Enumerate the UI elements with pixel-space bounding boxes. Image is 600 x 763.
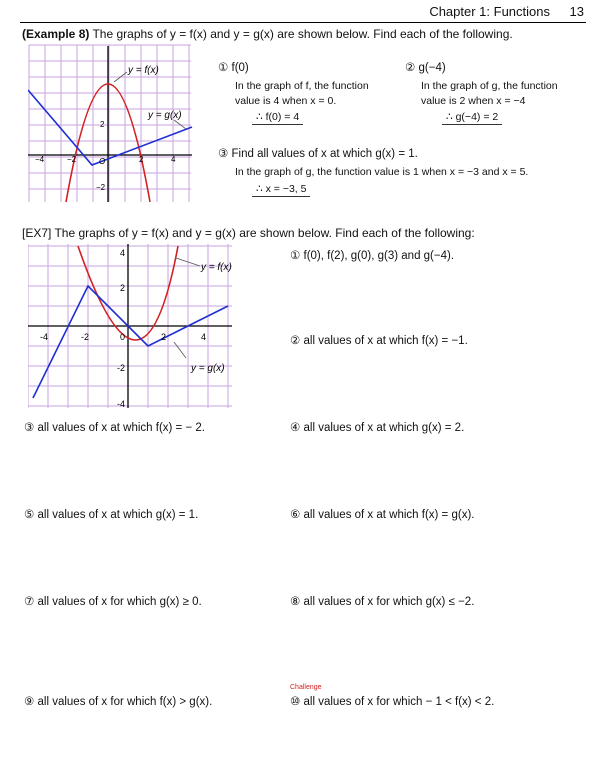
example8-q2-line1: In the graph of g, the function: [421, 80, 558, 92]
ex7-g-curve: [33, 286, 228, 398]
ex7-tick-x-neg2: -2: [81, 332, 90, 342]
example8-tick-x-neg4: −4: [35, 155, 45, 164]
ex7-q9: ⑨ all values of x for which f(x) > g(x).: [24, 696, 213, 708]
ex7-q8: ⑧ all values of x for which g(x) ≤ −2.: [290, 596, 475, 608]
example8-q1-line1: In the graph of f, the function: [235, 80, 369, 92]
example8-f-label: y = f(x): [128, 65, 159, 76]
ex7-tick-y-2: 2: [120, 283, 126, 293]
ex7-f-label: y = f(x): [201, 262, 232, 273]
example8-q1-label: ① f(0): [218, 62, 249, 74]
example8-tick-y-2: 2: [100, 120, 105, 129]
ex7-g-label: y = g(x): [191, 363, 225, 374]
page-number: 13: [569, 4, 584, 19]
example8-origin: O: [99, 157, 106, 166]
example8-tick-x-2: 2: [139, 155, 144, 164]
ex7-tick-x-2: 2: [161, 332, 167, 342]
example8-q1-line2: value is 4 when x = 0.: [235, 95, 337, 107]
ex7-g-leader: [174, 342, 186, 358]
example8-q1-answer: ∴ f(0) = 4: [252, 111, 303, 125]
ex7-title: [EX7] The graphs of y = f(x) and y = g(x) are shown below. Find each of the following:: [22, 226, 475, 240]
ex7-q10: ⑩ all values of x for which − 1 < f(x) < 2.: [290, 696, 495, 708]
ex7-tick-y-neg4: -4: [117, 399, 126, 409]
chapter-title: Chapter 1: Functions: [429, 4, 550, 19]
example8-tick-x-4: 4: [171, 155, 176, 164]
ex7-q2: ② all values of x at which f(x) = −1.: [290, 335, 468, 347]
example8-g-curve: [28, 90, 192, 165]
ex7-q1: ① f(0), f(2), g(0), g(3) and g(−4).: [290, 250, 455, 262]
example8-q3-line1: In the graph of g, the function value is 1 when x = −3 and x = 5.: [235, 166, 529, 178]
ex7-q5: ⑤ all values of x at which g(x) = 1.: [24, 509, 199, 521]
ex7-tick-y-4: 4: [120, 248, 126, 258]
example8-title: [22, 27, 513, 41]
ex7-q7: ⑦ all values of x for which g(x) ≥ 0.: [24, 596, 202, 608]
example8-g-label: y = g(x): [148, 110, 182, 121]
example8-grid: [29, 45, 191, 202]
ex7-q4: ④ all values of x at which g(x) = 2.: [290, 422, 465, 434]
ex7-tick-x-4: 4: [201, 332, 207, 342]
ex7-q3: ③ all values of x at which f(x) = − 2.: [24, 422, 205, 434]
header-rule: [20, 22, 586, 23]
ex7-q6: ⑥ all values of x at which f(x) = g(x).: [290, 509, 475, 521]
ex7-tick-x-neg4: -4: [40, 332, 49, 342]
example8-tick-x-neg2: −2: [67, 155, 77, 164]
ex7-tick-x-0: 0: [120, 332, 126, 342]
example8-title-rest: The graphs of y = f(x) and y = g(x) are shown below. Find each of the following.: [89, 27, 513, 41]
example8-q3-label: ③ Find all values of x at which g(x) = 1.: [218, 148, 418, 160]
example8-q3-answer: ∴ x = −3, 5: [252, 183, 310, 197]
challenge-label: Challenge: [290, 684, 322, 691]
example8-title-bold: (Example 8): [22, 27, 90, 41]
example8-tick-y-neg2: −2: [96, 183, 106, 192]
example8-q2-answer: ∴ g(−4) = 2: [442, 111, 502, 125]
ex7-graph: [28, 244, 232, 410]
ex7-tick-y-neg2: -2: [117, 363, 126, 373]
example8-q2-line2: value is 2 when x = −4: [421, 95, 526, 107]
example8-graph: [28, 44, 194, 204]
example8-q2-label: ② g(−4): [405, 62, 446, 74]
